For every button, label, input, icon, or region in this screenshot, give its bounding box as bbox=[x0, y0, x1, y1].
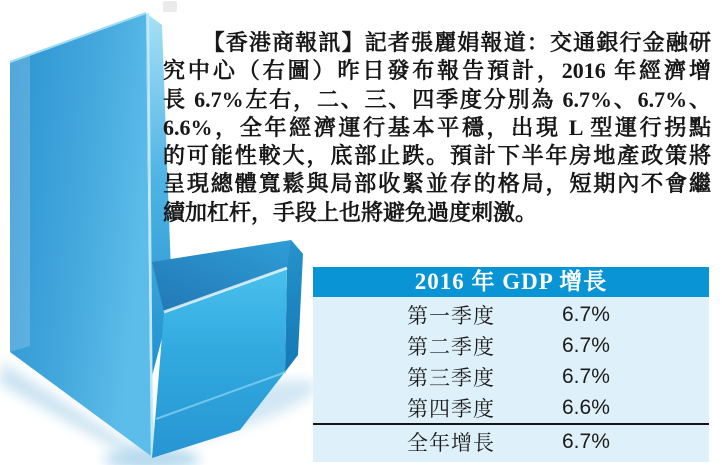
row-label: 第四季度 bbox=[407, 397, 495, 421]
article-line: 【香港商報訊】記者張麗娟報道：交通銀行金融研 bbox=[202, 30, 711, 55]
table-row bbox=[313, 361, 709, 392]
article-line: 長 6.7%左右，二、三、四季度分別為 6.7%、6.7%、 bbox=[163, 86, 711, 112]
row-value: 6.7% bbox=[562, 333, 610, 357]
slab-left-highlight bbox=[10, 55, 30, 352]
table-row bbox=[313, 392, 709, 423]
row-value: 6.7% bbox=[562, 364, 610, 388]
gdp-table bbox=[313, 267, 709, 462]
row-label: 全年增長 bbox=[407, 431, 495, 455]
row-label: 第二季度 bbox=[407, 335, 495, 359]
scan-artifact bbox=[163, 1, 177, 12]
article-line: 究中心（右圖）昨日發布報告預計，2016 年經濟增 bbox=[163, 58, 711, 84]
article-line: 續加杠杆，手段上也將避免過度刺激。 bbox=[163, 199, 538, 225]
row-label: 第一季度 bbox=[407, 304, 495, 328]
article-line: 6.6%，全年經濟運行基本平穩，出現 L 型運行拐點 bbox=[163, 114, 711, 140]
row-value: 6.7% bbox=[562, 429, 610, 453]
row-value: 6.7% bbox=[562, 302, 610, 326]
article-line: 的可能性較大，底部止跌。預計下半年房地產政策將 bbox=[163, 143, 711, 169]
article-line: 呈現總體寬鬆與局部收緊並存的格局，短期內不會繼 bbox=[163, 171, 711, 197]
table-row bbox=[313, 299, 709, 330]
gdp-table-body bbox=[313, 297, 709, 462]
table-row bbox=[313, 330, 709, 361]
gdp-table-title: 2016 年 GDP 增長 bbox=[313, 267, 709, 297]
row-value: 6.6% bbox=[562, 395, 610, 419]
row-label: 第三季度 bbox=[407, 366, 495, 390]
table-row-total bbox=[313, 423, 709, 458]
article-text bbox=[163, 29, 711, 227]
